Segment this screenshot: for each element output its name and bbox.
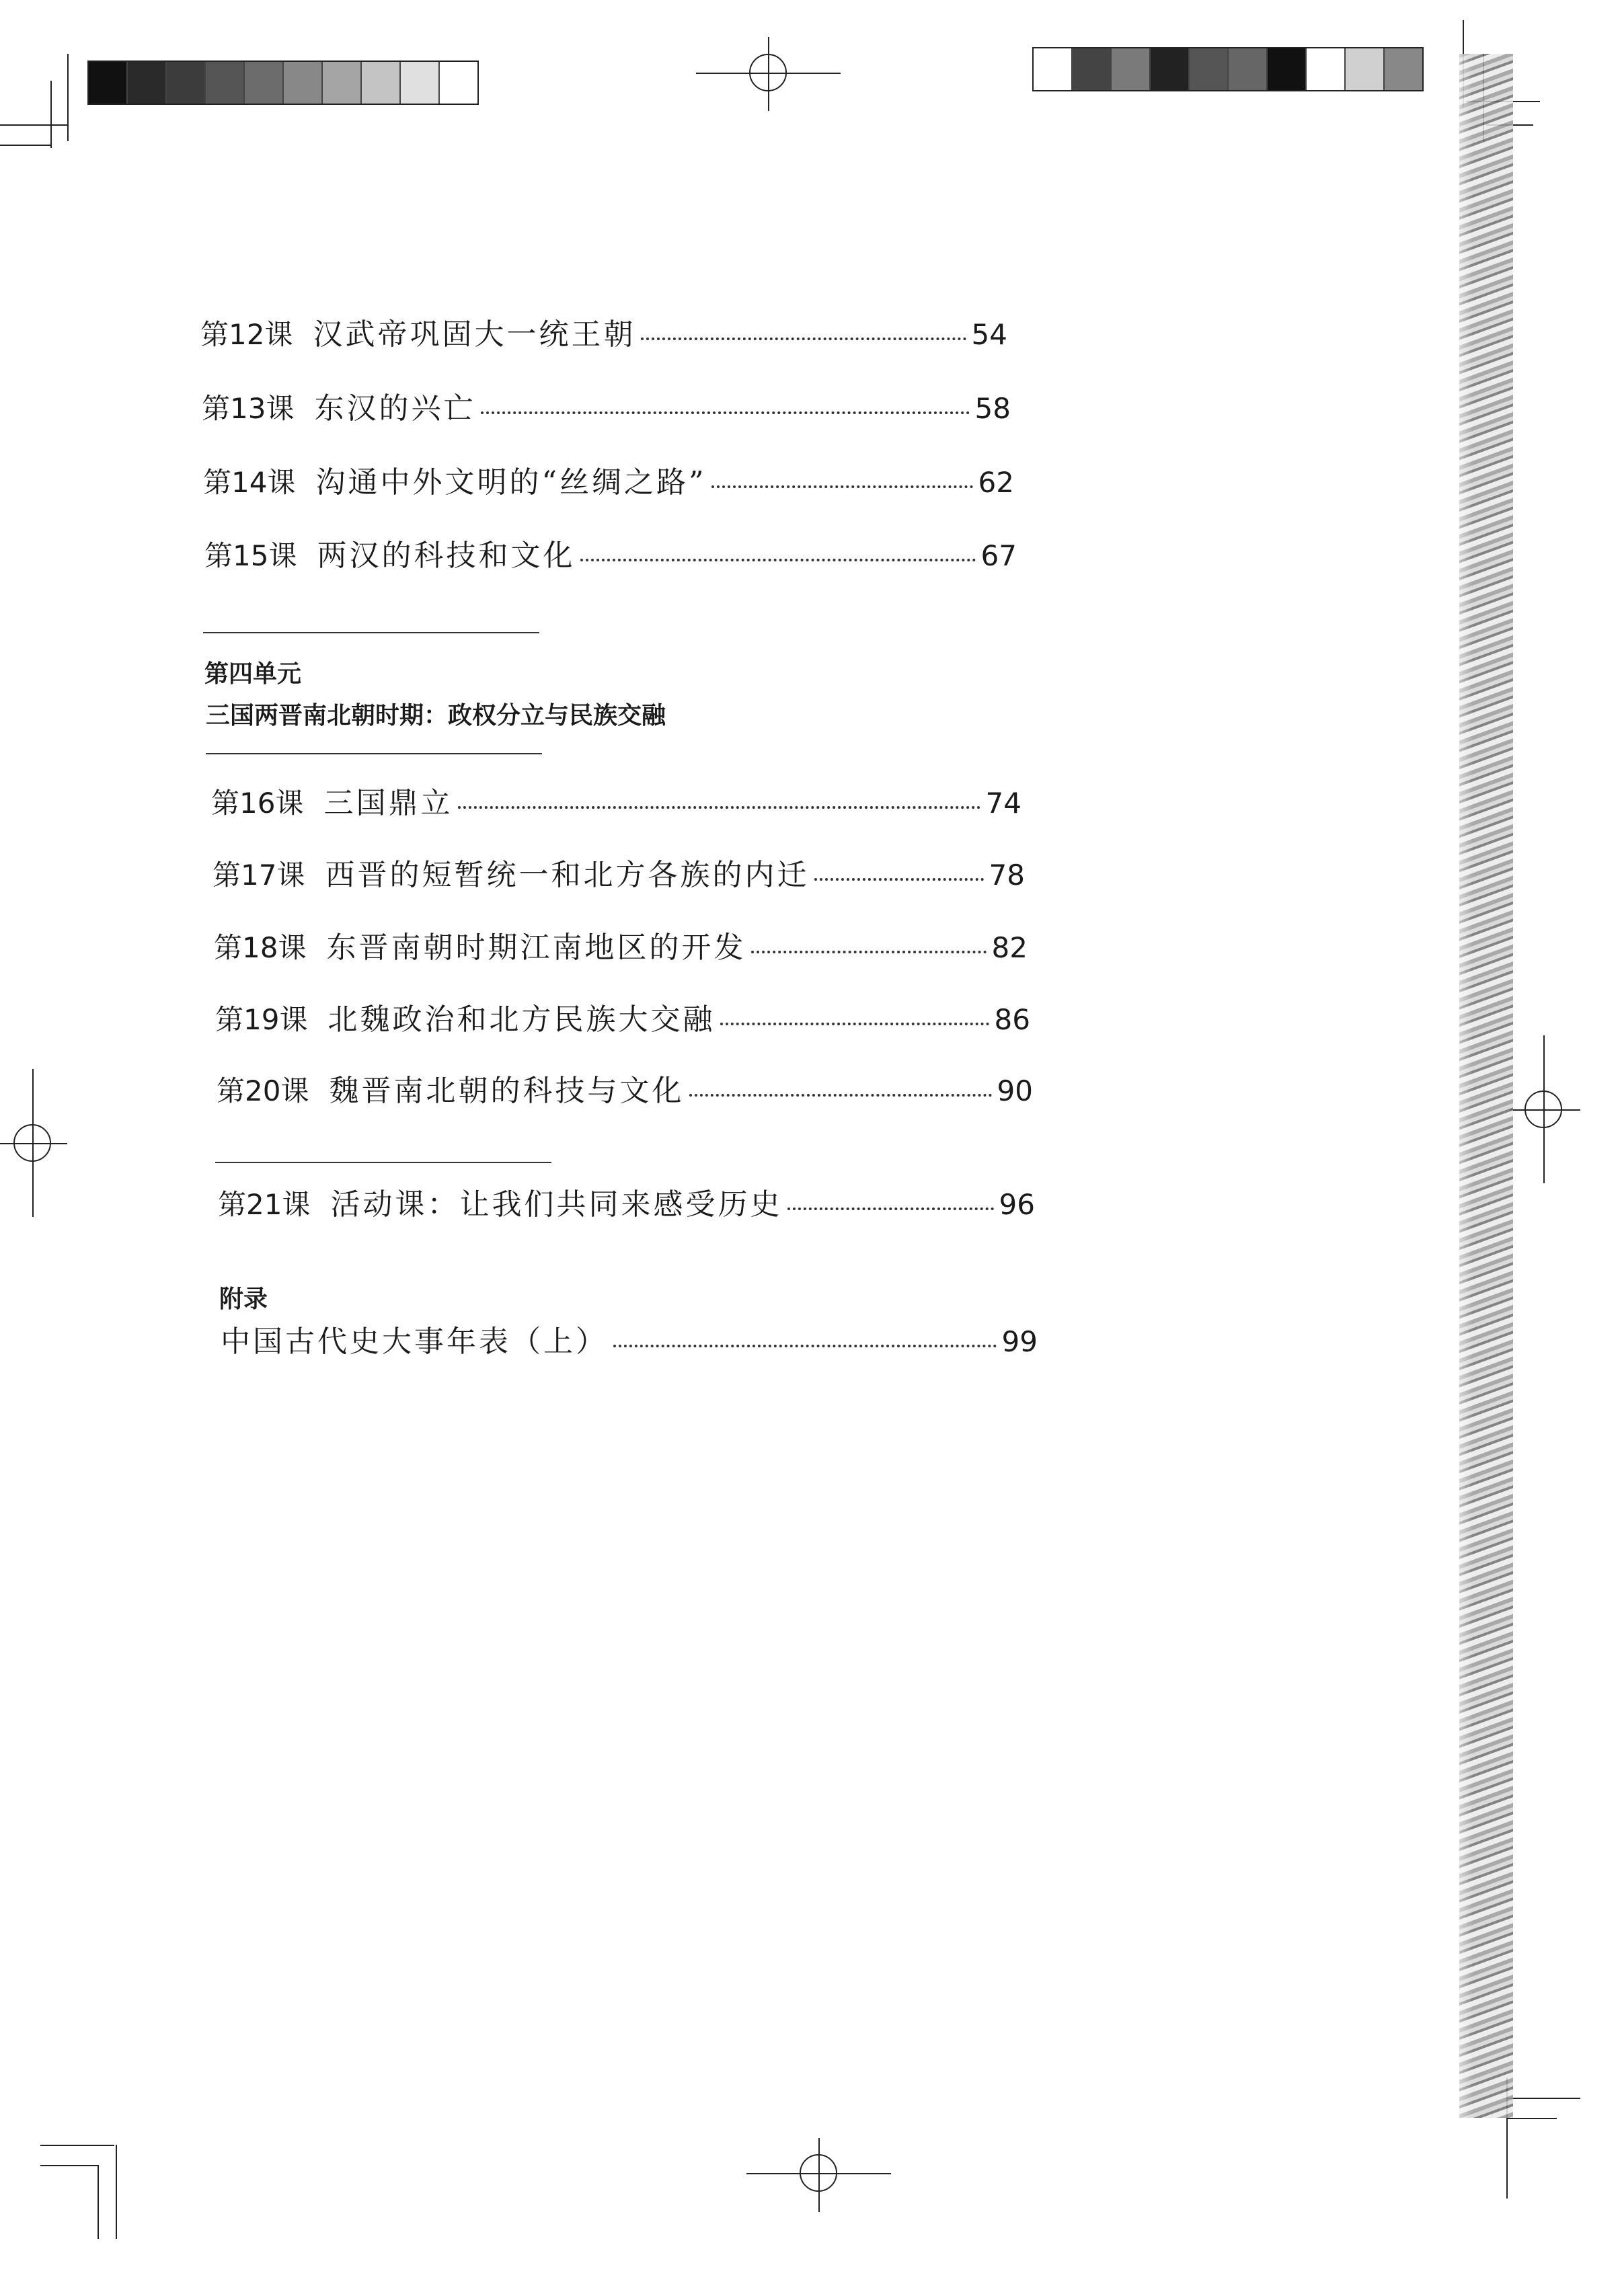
crop-mark	[0, 124, 67, 126]
dot-leader	[787, 1208, 993, 1210]
lesson-number: 第14课	[203, 466, 296, 499]
lesson-title: 活动课：让我们共同来感受历史	[330, 1187, 783, 1222]
crop-mark	[1506, 2118, 1557, 2119]
lesson-title: 东晋南朝时期江南地区的开发	[326, 931, 746, 965]
toc-entry-appendix[interactable]	[221, 1322, 1038, 1362]
scan-edge-fade	[1446, 54, 1473, 2118]
crop-mark	[98, 2165, 99, 2239]
crop-mark	[1506, 2098, 1580, 2099]
registration-mark-circle	[13, 1124, 51, 1162]
lesson-title: 汉武帝巩固大一统王朝	[313, 317, 636, 352]
crop-mark	[40, 2145, 114, 2146]
crop-mark	[50, 81, 52, 148]
section-divider	[215, 1162, 551, 1163]
dot-leader	[689, 1094, 991, 1097]
dot-leader	[751, 951, 986, 953]
lesson-title: 西晋的短暂统一和北方各族的内迁	[325, 858, 810, 892]
lesson-number: 第20课	[217, 1074, 309, 1107]
toc-entry[interactable]	[203, 463, 1014, 503]
page-number: 78	[989, 859, 1025, 892]
unit-title: 三国两晋南北朝时期：政权分立与民族交融	[206, 701, 666, 729]
page-number: 86	[994, 1003, 1030, 1036]
registration-mark-circle	[1525, 1091, 1562, 1128]
section-divider	[206, 753, 542, 754]
dot-leader	[720, 1023, 989, 1025]
lesson-number: 第21课	[218, 1188, 311, 1221]
crop-mark	[40, 2165, 98, 2166]
lesson-number: 第16课	[211, 787, 304, 820]
page-number: 67	[980, 539, 1017, 572]
toc-entry[interactable]	[213, 855, 1025, 896]
registration-mark-circle	[749, 54, 787, 91]
page-number: 54	[971, 318, 1007, 351]
registration-mark-circle	[800, 2154, 837, 2192]
lesson-number: 第13课	[202, 392, 295, 425]
lesson-number: 第18课	[214, 931, 307, 964]
lesson-title: 三国鼎立	[323, 786, 453, 820]
page-number: 62	[978, 466, 1014, 499]
crop-mark	[0, 145, 50, 146]
lesson-number: 第15课	[204, 539, 297, 572]
page-number: 90	[997, 1074, 1033, 1107]
dot-leader	[481, 411, 969, 414]
crop-mark	[67, 54, 69, 141]
dot-leader	[458, 806, 980, 809]
toc-entry[interactable]	[200, 315, 1007, 355]
page-number: 96	[999, 1188, 1035, 1221]
lesson-number: 第17课	[213, 859, 305, 892]
toc-entry[interactable]	[204, 536, 1017, 576]
dot-leader	[711, 485, 972, 488]
lesson-title: 东汉的兴亡	[314, 391, 476, 426]
appendix-label: 附录	[219, 1285, 268, 1313]
toc-entry[interactable]	[202, 389, 1011, 429]
lesson-title: 两汉的科技和文化	[317, 539, 576, 573]
section-divider	[203, 632, 539, 633]
lesson-title: 魏晋南北朝的科技与文化	[329, 1074, 685, 1108]
dot-leader	[641, 338, 966, 340]
page-number: 99	[1001, 1325, 1038, 1358]
lesson-number: 第19课	[215, 1003, 308, 1036]
toc-entry[interactable]	[217, 1071, 1033, 1111]
toc-entry[interactable]	[218, 1185, 1035, 1225]
toc-entry[interactable]	[215, 1000, 1030, 1040]
unit-label: 第四单元	[204, 660, 302, 688]
toc-entry[interactable]	[211, 783, 1021, 824]
color-calibration-strip-left	[87, 61, 479, 105]
appendix-title: 中国古代史大事年表（上）	[221, 1324, 608, 1359]
dot-leader	[814, 878, 983, 881]
color-calibration-strip-right	[1032, 47, 1424, 91]
page-number: 58	[974, 392, 1011, 425]
page-number: 82	[991, 931, 1028, 964]
dot-leader	[613, 1345, 997, 1347]
page-number: 74	[985, 787, 1021, 820]
lesson-title: 北魏政治和北方民族大交融	[327, 1002, 716, 1037]
lesson-title: 沟通中外文明的“丝绸之路”	[315, 465, 707, 500]
toc-entry[interactable]	[214, 928, 1028, 968]
crop-mark	[116, 2145, 117, 2239]
lesson-number: 第12课	[200, 318, 293, 351]
dot-leader	[580, 559, 975, 561]
